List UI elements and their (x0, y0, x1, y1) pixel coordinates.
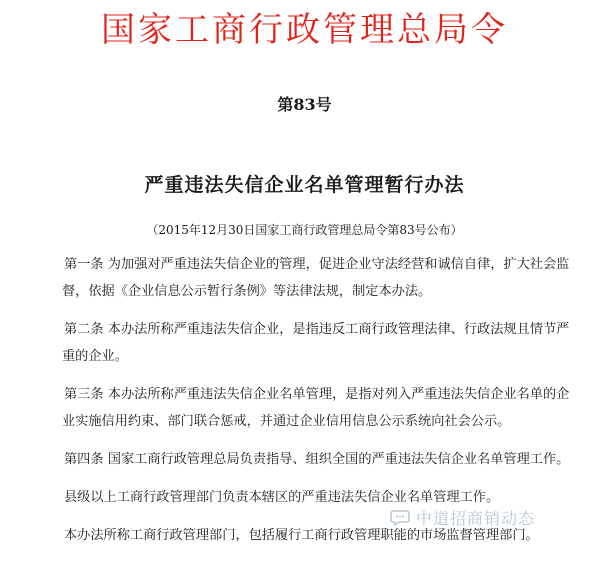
article-4-clause-3-line-1: 本办法所称工商行政管理部门，包括履行工商行政管理职能的市场监督管理部门。 (64, 528, 539, 543)
article-4-clause-2 (64, 484, 586, 511)
article-2 (64, 316, 586, 370)
article-3 (64, 381, 586, 435)
article-4-clause-2-line-1: 县级以上工商行政管理部门负责本辖区的严重违法失信企业名单管理工作。 (64, 490, 500, 505)
document-title: 严重违法失信企业名单管理暂行办法 (144, 174, 465, 196)
article-3-line-1: 第三条 本办法所称严重违法失信企业名单管理，是指对列入严重违法失信企业名单的企 (64, 387, 570, 402)
watermark-text: 中道招商销动态 (416, 509, 536, 528)
article-3-line-2: 业实施信用约束、部门联合惩戒，并通过企业信用信息公示系统向社会公示。 (62, 414, 511, 429)
article-2-line-1: 第二条 本办法所称严重违法失信企业，是指违反工商行政管理法律、行政法规且情节严 (64, 322, 570, 337)
article-1-line-2: 督，依据《企业信息公示暂行条例》等法律法规，制定本办法。 (62, 284, 432, 299)
article-1 (64, 251, 586, 305)
document-subtitle: （2015年12月30日国家工商行政管理总局令第83号公布） (146, 223, 463, 237)
article-4-clause-3 (64, 522, 586, 549)
article-4-line-1: 第四条 国家工商行政管理总局负责指导、组织全国的严重违法失信企业名单管理工作。 (64, 452, 570, 467)
article-1-line-1: 第一条 为加强对严重违法失信企业的管理，促进企业守法经营和诚信自律，扩大社会监 (64, 257, 570, 272)
article-2-line-2: 重的企业。 (62, 349, 128, 364)
article-4 (64, 446, 586, 473)
document-header: 国家工商行政管理总局令 (101, 10, 508, 50)
document-number: 第83号 (277, 95, 332, 114)
